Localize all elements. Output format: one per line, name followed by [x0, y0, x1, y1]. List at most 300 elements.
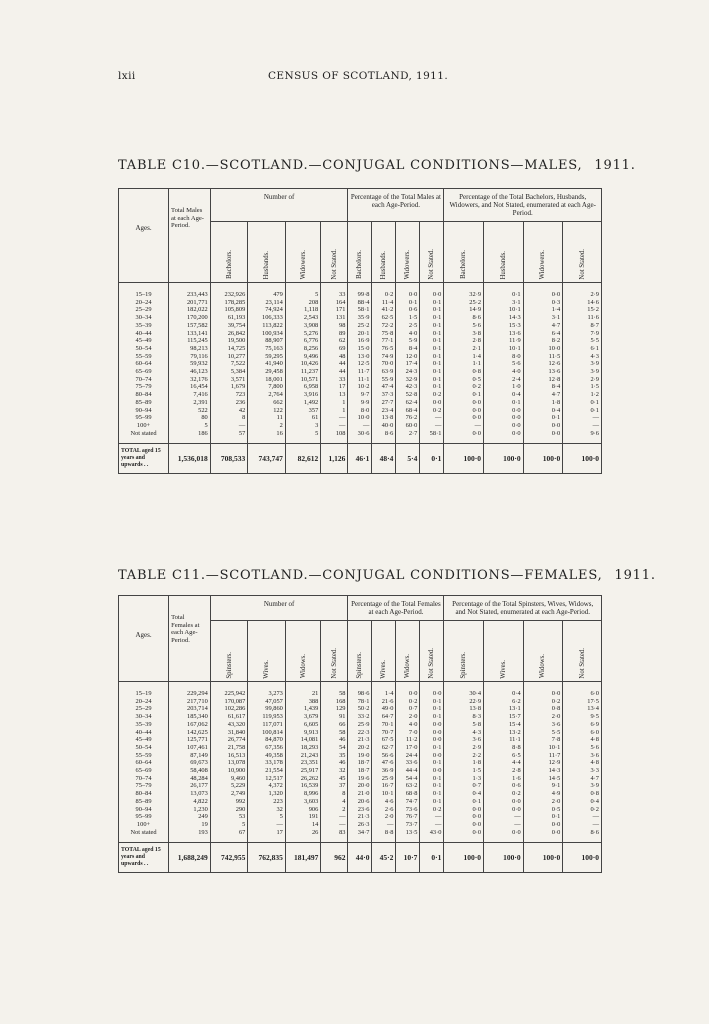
table-cell: 0·1	[444, 391, 484, 399]
table-cell: 0·1	[420, 383, 444, 391]
table-cell: 125,771	[169, 736, 211, 744]
table-cell: 1	[321, 407, 348, 415]
table-cell: 23·4	[372, 407, 396, 415]
table-cell: 8·8	[484, 744, 524, 752]
table-row	[119, 682, 602, 698]
table-cell: 41,940	[248, 360, 286, 368]
table-cell: 992	[210, 798, 248, 806]
col-header: Widowers.	[285, 222, 320, 283]
table-cell: 2·0	[523, 798, 563, 806]
table-cell: 0·1	[563, 407, 602, 415]
table-cell: 5,229	[210, 782, 248, 790]
col-header: Widows.	[523, 621, 563, 682]
table-cell: 54	[321, 744, 348, 752]
table-cell: 0·0	[420, 752, 444, 760]
table-cell: 11	[248, 414, 286, 422]
table-cell: 14·3	[484, 314, 524, 322]
total-cell: 100·0	[563, 843, 602, 873]
table-cell: 229,294	[169, 682, 211, 698]
age-cell: 40–44	[119, 330, 169, 338]
table-cell: 11·9	[484, 337, 524, 345]
running-title: CENSUS OF SCOTLAND, 1911.	[268, 70, 449, 82]
table-cell: 75,163	[248, 345, 286, 353]
col-header: Wives.	[372, 621, 396, 682]
table-cell: 0·0	[523, 682, 563, 698]
table-cell: 14·6	[563, 299, 602, 307]
table-cell: 62·4	[396, 399, 420, 407]
table-cell: 0·0	[523, 821, 563, 829]
table-cell: 0·6	[396, 306, 420, 314]
table-cell: 15·7	[484, 713, 524, 721]
table-row	[119, 806, 602, 814]
col-header: Widows.	[285, 621, 320, 682]
table-cell: 3,679	[285, 713, 320, 721]
table-cell: 1·2	[563, 391, 602, 399]
table-cell: 4,822	[169, 798, 211, 806]
table-cell: 44	[321, 368, 348, 376]
table-cell: 2,749	[210, 790, 248, 798]
table-cell: 14·3	[523, 767, 563, 775]
table-cell: 11,237	[285, 368, 320, 376]
table-cell: 66	[321, 721, 348, 729]
table-cell: —	[420, 414, 444, 422]
table-cell: 20·1	[348, 330, 372, 338]
table-cell: 236	[210, 399, 248, 407]
table-cell: 10,900	[210, 767, 248, 775]
table-cell: —	[563, 414, 602, 422]
table-row	[119, 345, 602, 353]
age-cell: 95–99	[119, 813, 169, 821]
age-cell: 50–54	[119, 345, 169, 353]
table-cell: 13·4	[563, 705, 602, 713]
table-cell: 73·6	[396, 806, 420, 814]
table-cell: 2·0	[372, 813, 396, 821]
total-cell: 100·0	[523, 843, 563, 873]
table-cell: 61	[285, 414, 320, 422]
table-cell: 15·4	[484, 721, 524, 729]
table-cell: 46	[321, 759, 348, 767]
table-cell: 0·3	[523, 299, 563, 307]
table-cell: 88·4	[348, 299, 372, 307]
table-cell: 19,500	[210, 337, 248, 345]
table-cell: 0·0	[484, 430, 524, 444]
table-cell: 3·6	[444, 736, 484, 744]
table-cell: 6,605	[285, 721, 320, 729]
table-cell: 47·6	[372, 759, 396, 767]
table-cell: 18,001	[248, 376, 286, 384]
table-c11-body	[119, 682, 602, 843]
table-cell: 0·2	[420, 391, 444, 399]
table-cell: 8·6	[372, 430, 396, 444]
table-cell: 30·4	[444, 682, 484, 698]
table-cell: —	[420, 422, 444, 430]
table-cell: 13·8	[372, 414, 396, 422]
table-cell: 23,351	[285, 759, 320, 767]
table-cell: 20·2	[348, 744, 372, 752]
table-cell: 11·1	[348, 376, 372, 384]
table-cell: 8	[321, 790, 348, 798]
table-cell: 41·2	[372, 306, 396, 314]
table-cell: 29,458	[248, 368, 286, 376]
table-cell: 9·1	[523, 782, 563, 790]
table-cell: —	[210, 422, 248, 430]
total-cell: 82,612	[285, 444, 320, 474]
table-row	[119, 698, 602, 706]
table-cell: 0·1	[420, 759, 444, 767]
age-cell: 90–94	[119, 407, 169, 415]
table-cell: —	[372, 821, 396, 829]
table-cell: 19·0	[348, 752, 372, 760]
table-row	[119, 283, 602, 299]
table-cell: 76·5	[372, 345, 396, 353]
age-cell: 70–74	[119, 376, 169, 384]
table-cell: 0·7	[444, 782, 484, 790]
table-row	[119, 775, 602, 783]
pct-males-header: Percentage of the Total Males at each Age-Period.	[348, 189, 444, 222]
table-cell: 4·7	[523, 322, 563, 330]
table-cell: 11·7	[348, 368, 372, 376]
table-cell: 32	[248, 806, 286, 814]
age-cell: 35–39	[119, 322, 169, 330]
table-cell: 17·0	[396, 744, 420, 752]
total-cell: 1,126	[321, 444, 348, 474]
pct-total-header: Percentage of the Total Spinsters, Wives, Widows, and Not Stated, enumerated at each Age-Period.	[444, 596, 602, 621]
table-cell: 178,285	[210, 299, 248, 307]
table-cell: 131	[321, 314, 348, 322]
table-cell: 44	[321, 360, 348, 368]
table-cell: 32	[321, 767, 348, 775]
age-cell: 35–39	[119, 721, 169, 729]
table-cell: 2·5	[396, 322, 420, 330]
table-cell: 5·9	[396, 337, 420, 345]
table-cell: 100,814	[248, 729, 286, 737]
number-of-header: Number of	[210, 189, 348, 222]
table-cell: 12·8	[523, 376, 563, 384]
table-cell: 8·2	[523, 337, 563, 345]
table-cell: 0·1	[420, 306, 444, 314]
table-cell: 25·2	[348, 322, 372, 330]
table-cell: 49,358	[248, 752, 286, 760]
table-cell: 43·0	[420, 829, 444, 843]
table-cell: 0·1	[420, 798, 444, 806]
table-cell: 32·9	[444, 283, 484, 299]
age-cell: 55–59	[119, 353, 169, 361]
table-cell: 0·5	[523, 806, 563, 814]
table-cell: 6·0	[563, 729, 602, 737]
total-cell: 100·0	[444, 444, 484, 474]
table-cell: 26,177	[169, 782, 211, 790]
col-header: Widowers.	[396, 222, 420, 283]
col-header: Not Stated.	[321, 222, 348, 283]
table-cell: 25·9	[348, 721, 372, 729]
table-cell: —	[321, 821, 348, 829]
table-cell: 15·3	[484, 322, 524, 330]
table-cell: 0·1	[420, 360, 444, 368]
table-cell: 2·4	[484, 376, 524, 384]
table-cell: 3·1	[484, 299, 524, 307]
table-cell: 33	[321, 376, 348, 384]
table-cell: 0·1	[420, 790, 444, 798]
table-cell: 47,057	[248, 698, 286, 706]
table-cell: 31,840	[210, 729, 248, 737]
table-cell: 13·6	[523, 368, 563, 376]
table-cell: 12·0	[396, 353, 420, 361]
table-row	[119, 353, 602, 361]
table-cell: 18,293	[285, 744, 320, 752]
table-cell: 388	[285, 698, 320, 706]
table-cell: 5	[169, 422, 211, 430]
table-cell: 33	[321, 283, 348, 299]
age-cell: 100+	[119, 422, 169, 430]
table-cell: 5·8	[444, 721, 484, 729]
table-cell: 14,081	[285, 736, 320, 744]
table-cell: 21,243	[285, 752, 320, 760]
table-cell: 3,571	[210, 376, 248, 384]
table-row	[119, 759, 602, 767]
table-cell: 115,245	[169, 337, 211, 345]
table-c11	[118, 595, 602, 873]
age-cell: 20–24	[119, 698, 169, 706]
age-cell: 45–49	[119, 736, 169, 744]
table-cell: 7·0	[396, 729, 420, 737]
table-cell: 8·4	[396, 345, 420, 353]
table-row	[119, 337, 602, 345]
table-cell: —	[321, 813, 348, 821]
table-cell: 0·1	[420, 705, 444, 713]
table-cell: 20·6	[348, 798, 372, 806]
table-cell: 25·9	[372, 775, 396, 783]
table-cell: 0·0	[484, 422, 524, 430]
col-header: Not Stated.	[321, 621, 348, 682]
table-cell: 53	[210, 813, 248, 821]
table-cell: 0·1	[420, 299, 444, 307]
table-cell: —	[420, 821, 444, 829]
table-cell: 20·0	[348, 782, 372, 790]
table-cell: 0·0	[420, 767, 444, 775]
table-cell: 16·9	[348, 337, 372, 345]
table-cell: 84,870	[248, 736, 286, 744]
table-cell: 3,273	[248, 682, 286, 698]
table-cell: 74·9	[372, 353, 396, 361]
table-c10	[118, 188, 602, 474]
table-cell: —	[484, 821, 524, 829]
table-cell: —	[563, 422, 602, 430]
table-cell: 37·3	[372, 391, 396, 399]
total-cell: 0·1	[420, 444, 444, 474]
table-cell: 2	[321, 806, 348, 814]
table-cell: 34·7	[348, 829, 372, 843]
table-cell: 42·3	[396, 383, 420, 391]
table-cell: 12·5	[348, 360, 372, 368]
table-cell: 2·6	[372, 806, 396, 814]
table-cell: 167,062	[169, 721, 211, 729]
table-cell: 8·8	[372, 829, 396, 843]
table-cell: 0·1	[484, 283, 524, 299]
table-cell: 24·4	[396, 752, 420, 760]
table-cell: 4·8	[563, 736, 602, 744]
table-cell: 6·4	[523, 330, 563, 338]
table-cell: 4·0	[396, 721, 420, 729]
total-cell: 762,835	[248, 843, 286, 873]
table-row	[119, 368, 602, 376]
table-cell: 662	[248, 399, 286, 407]
col-header: Husbands.	[484, 222, 524, 283]
table-cell: 11·1	[484, 736, 524, 744]
table-cell: 26·3	[348, 821, 372, 829]
table-cell: 68·4	[396, 407, 420, 415]
table-cell: 3·9	[563, 360, 602, 368]
table-cell: 22·9	[444, 698, 484, 706]
table-cell: 3,603	[285, 798, 320, 806]
table-cell: 4·7	[523, 391, 563, 399]
table-cell: 6·2	[484, 698, 524, 706]
table-cell: 2·9	[444, 744, 484, 752]
table-cell: 1·4	[444, 353, 484, 361]
total-males-header: Total Males at each Age-Period.	[169, 189, 211, 283]
table-cell: 21·3	[348, 813, 372, 821]
table-cell: 9·7	[348, 391, 372, 399]
ages-header: Ages.	[119, 596, 169, 682]
table-cell: 119,953	[248, 713, 286, 721]
table-cell: 6·1	[563, 345, 602, 353]
total-cell: 1,536,018	[169, 444, 211, 474]
table-cell: 21	[285, 682, 320, 698]
table-cell: 12,517	[248, 775, 286, 783]
table-cell: 290	[210, 806, 248, 814]
table-cell: 0·1	[396, 299, 420, 307]
table-cell: 89	[321, 330, 348, 338]
table-cell: 0·1	[420, 713, 444, 721]
table-cell: 98,213	[169, 345, 211, 353]
age-cell: 55–59	[119, 752, 169, 760]
table-row	[119, 744, 602, 752]
table-cell: 17·5	[563, 698, 602, 706]
table-row	[119, 767, 602, 775]
table-c11-year: 1911.	[614, 568, 656, 583]
table-cell: 70·0	[372, 360, 396, 368]
table-cell: 10·0	[523, 345, 563, 353]
table-cell: 117,071	[248, 721, 286, 729]
table-cell: 0·2	[396, 698, 420, 706]
col-header: Widows.	[396, 621, 420, 682]
table-cell: 9·6	[563, 430, 602, 444]
table-cell: 16·7	[372, 782, 396, 790]
table-cell: 0·4	[444, 790, 484, 798]
total-cell: 100·0	[484, 843, 524, 873]
table-cell: 25,917	[285, 767, 320, 775]
table-cell: 0·1	[523, 813, 563, 821]
table-cell: 2,543	[285, 314, 320, 322]
table-cell: 129	[321, 705, 348, 713]
table-cell: 7,522	[210, 360, 248, 368]
table-cell: 36·9	[372, 767, 396, 775]
table-cell: 26	[285, 829, 320, 843]
age-cell: 40–44	[119, 729, 169, 737]
col-header: Not Stated.	[420, 222, 444, 283]
table-c11-title	[118, 568, 656, 583]
table-cell: 1	[321, 399, 348, 407]
table-cell: 67·5	[372, 736, 396, 744]
table-cell: 14,725	[210, 345, 248, 353]
table-cell: 0·2	[523, 698, 563, 706]
table-cell: 78·1	[348, 698, 372, 706]
table-cell: 0·0	[484, 829, 524, 843]
table-cell: 88,907	[248, 337, 286, 345]
table-row	[119, 391, 602, 399]
table-cell: 0·0	[444, 407, 484, 415]
total-cell: 100·0	[484, 444, 524, 474]
age-cell: Not stated	[119, 430, 169, 444]
table-cell: 1·5	[396, 314, 420, 322]
table-cell: 0·1	[420, 353, 444, 361]
table-cell: 4·0	[484, 368, 524, 376]
table-cell: 4·0	[396, 330, 420, 338]
table-cell: 10,571	[285, 376, 320, 384]
table-cell: 233,443	[169, 283, 211, 299]
table-cell: 193	[169, 829, 211, 843]
total-cell: 100·0	[523, 444, 563, 474]
table-cell: 4·6	[372, 798, 396, 806]
table-cell: 10·1	[484, 306, 524, 314]
table-cell: 142,625	[169, 729, 211, 737]
table-cell: 15·0	[348, 345, 372, 353]
total-label: TOTAL aged 15 years and upwards . .	[119, 444, 169, 474]
table-cell: 12·6	[523, 360, 563, 368]
col-header: Not Stated.	[563, 222, 602, 283]
table-cell: 14	[285, 821, 320, 829]
table-cell: 0·0	[444, 414, 484, 422]
table-cell: 39,754	[210, 322, 248, 330]
table-cell: 1·5	[444, 767, 484, 775]
table-cell: 0·0	[484, 806, 524, 814]
table-cell: 61,193	[210, 314, 248, 322]
table-cell: 55·9	[372, 376, 396, 384]
table-cell: 62	[321, 337, 348, 345]
table-cell: 26,842	[210, 330, 248, 338]
table-row	[119, 752, 602, 760]
table-cell: 122	[248, 407, 286, 415]
table-cell: 70·1	[372, 721, 396, 729]
table-cell: 2·8	[444, 337, 484, 345]
table-cell: 8·4	[523, 383, 563, 391]
table-cell: 13·8	[444, 705, 484, 713]
table-cell: 2·9	[563, 283, 602, 299]
age-cell: 100+	[119, 821, 169, 829]
table-row	[119, 376, 602, 384]
table-cell: 0·1	[420, 337, 444, 345]
table-cell: 50·2	[348, 705, 372, 713]
table-cell: 157,582	[169, 322, 211, 330]
table-cell: 0·1	[484, 399, 524, 407]
table-cell: 232,926	[210, 283, 248, 299]
table-cell: 16,539	[285, 782, 320, 790]
table-cell: 107,461	[169, 744, 211, 752]
age-cell: 80–84	[119, 790, 169, 798]
table-cell: 56·6	[372, 752, 396, 760]
table-cell: 91	[321, 713, 348, 721]
table-cell: 522	[169, 407, 211, 415]
table-cell: 80	[169, 414, 211, 422]
table-cell: 8·0	[484, 353, 524, 361]
table-cell: 0·0	[420, 682, 444, 698]
table-cell: 0·1	[420, 330, 444, 338]
table-cell: 5,276	[285, 330, 320, 338]
table-cell: 18·7	[348, 767, 372, 775]
table-cell: 7·8	[523, 736, 563, 744]
table-cell: 4	[321, 798, 348, 806]
table-row	[119, 736, 602, 744]
table-cell: 2·0	[523, 713, 563, 721]
